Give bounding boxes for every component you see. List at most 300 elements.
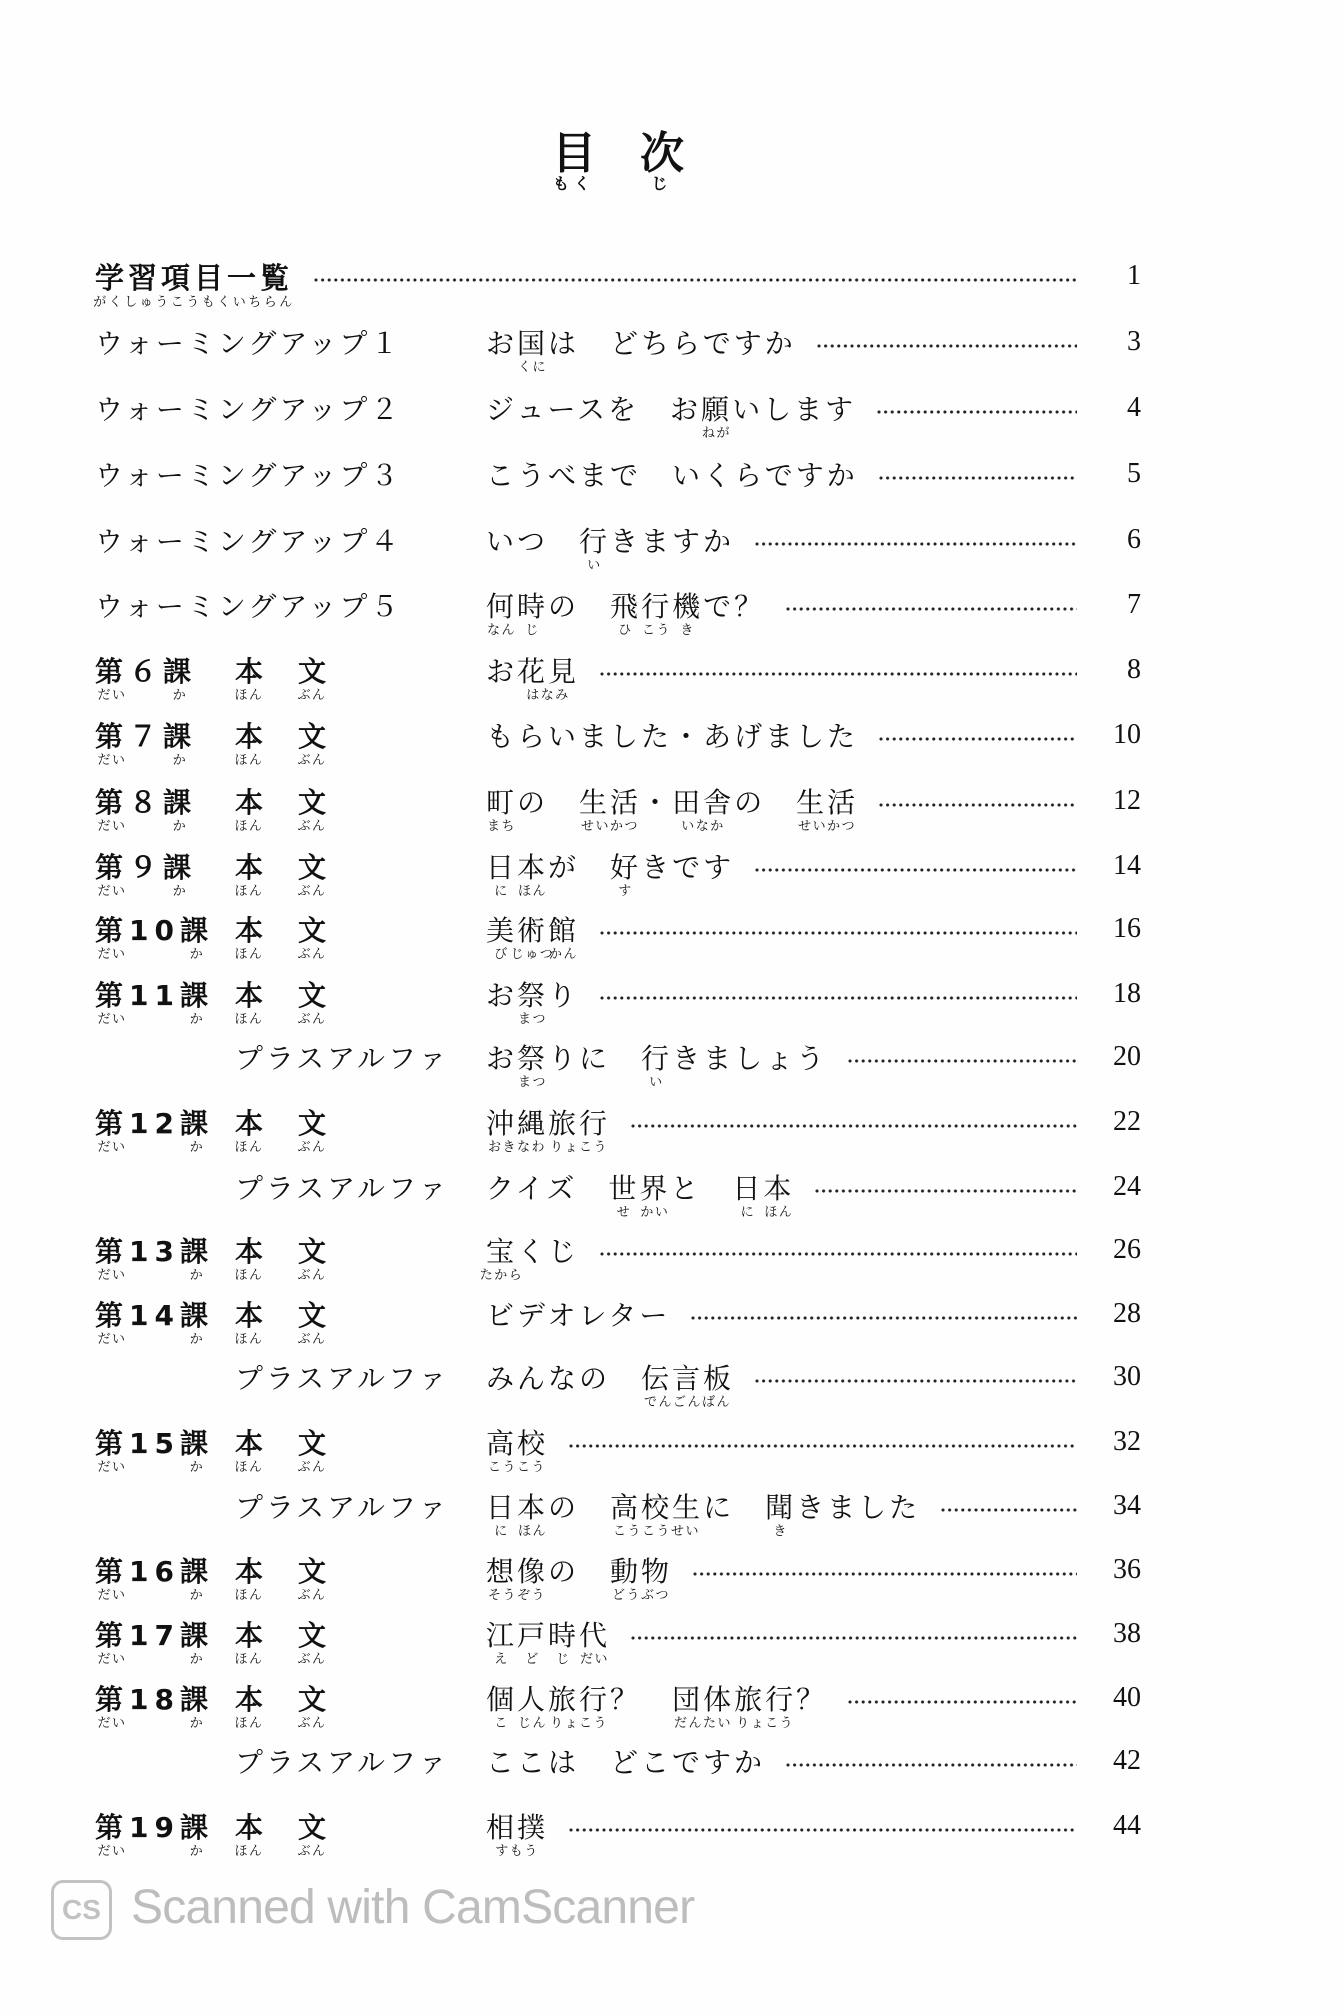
furigana: え (494, 1652, 509, 1667)
toc-row (0, 1682, 1344, 1731)
plus-alpha-label (95, 1362, 486, 1395)
lesson-label (95, 914, 486, 962)
entry-title-segment (486, 1427, 549, 1475)
toc-row (0, 1810, 1344, 1859)
sub-label-text: プラスアルファ (235, 1362, 450, 1395)
furigana: こうこうせい (613, 1524, 701, 1539)
lesson-number-segment (129, 1811, 180, 1844)
furigana: か (189, 1460, 205, 1475)
lesson-number-text: 課 (179, 1555, 214, 1588)
toc-row (0, 392, 1344, 441)
label-text: ウォーミングアップ３ (95, 459, 402, 492)
entry-title-text: きますか (610, 525, 735, 558)
entry-title-text: 旅行 (734, 1683, 797, 1716)
entry-title-text: は どちらですか (548, 327, 796, 360)
entry-title-text: 沖縄 (486, 1107, 549, 1140)
furigana: ぶん (297, 753, 327, 768)
page-number: 38 (1113, 1618, 1141, 1649)
lesson-number-text: 14 (129, 1299, 180, 1332)
entry-title-segment (517, 1042, 549, 1090)
section-label (234, 1299, 264, 1347)
toc-entry-title (486, 1619, 611, 1667)
toc-row (0, 785, 1344, 834)
toc-entry-title (486, 327, 796, 375)
entry-title-text: 国 (517, 327, 549, 360)
lesson-number-segment (95, 1235, 130, 1283)
toc-entry-title (486, 786, 859, 834)
dot-leader (754, 851, 1077, 881)
entry-title-segment (486, 459, 858, 492)
furigana: だい (97, 1652, 127, 1667)
furigana: もく (552, 174, 596, 193)
dot-leader (878, 459, 1077, 489)
dot-leader (690, 1299, 1077, 1329)
sub-label-segment (235, 1172, 449, 1205)
furigana: りょこう (550, 1716, 609, 1731)
furigana: ぶん (297, 1652, 327, 1667)
toc-row (0, 1234, 1344, 1283)
furigana: ぶん (297, 884, 327, 899)
entry-title-segment (703, 1491, 765, 1524)
entry-title-text: 動物 (610, 1555, 673, 1588)
entry-title-segment (639, 1172, 671, 1220)
furigana: ぶん (297, 1844, 327, 1859)
toc-row (0, 719, 1344, 768)
page-number: 24 (1113, 1171, 1141, 1202)
furigana: そうぞう (487, 1588, 547, 1603)
lesson-number-text: 16 (129, 1555, 180, 1588)
entry-title-text: 花見 (517, 655, 580, 688)
page-number: 3 (1127, 326, 1141, 357)
entry-title-text: 飛 (610, 590, 642, 623)
lesson-number-segment (179, 1299, 214, 1347)
section-label-segment (234, 720, 264, 768)
furigana: か (189, 1332, 205, 1347)
entry-title-text: 田舎 (672, 786, 735, 819)
furigana: じ (651, 174, 673, 193)
entry-title-segment (517, 1619, 549, 1667)
entry-title-segment (486, 786, 518, 834)
page-number: 36 (1113, 1554, 1141, 1585)
entry-title-text: クイズ (486, 1172, 609, 1205)
furigana: かい (640, 1205, 670, 1220)
furigana: ほん (234, 1460, 264, 1475)
entry-title-text: 本 (517, 1491, 549, 1524)
furigana: ぶん (297, 1012, 327, 1027)
entry-title-text: ？ (796, 1683, 828, 1716)
lesson-label (95, 1619, 486, 1667)
entry-title-segment (608, 1172, 640, 1220)
toc-row (0, 1298, 1344, 1347)
lesson-number-segment (129, 1555, 180, 1588)
lesson-number-text: 課 (179, 1619, 214, 1652)
furigana: ひ (618, 623, 633, 638)
toc-entry-title (486, 655, 580, 703)
lesson-number-text: 課 (163, 851, 198, 884)
page-number: 26 (1113, 1234, 1141, 1265)
furigana: りょこう (736, 1716, 795, 1731)
dot-leader (878, 786, 1077, 816)
page-number: 18 (1113, 978, 1141, 1009)
section-label-text: 文 (298, 1235, 327, 1268)
toc-row (0, 1106, 1344, 1155)
section-label (297, 1555, 327, 1603)
index-label (93, 261, 295, 310)
page-number: 4 (1127, 392, 1141, 423)
lesson-number-text: 10 (129, 914, 180, 947)
page-number: 22 (1113, 1106, 1141, 1137)
section-label-segment (234, 786, 264, 834)
furigana: りょこう (550, 1140, 609, 1155)
label-text: ウォーミングアップ１ (95, 327, 402, 360)
page-number: 44 (1113, 1810, 1141, 1841)
lesson-number-segment (95, 786, 130, 834)
section-label-segment (297, 1619, 327, 1667)
lesson-number (95, 655, 198, 703)
lesson-number-segment (129, 1427, 180, 1460)
entry-title-text: 個 (486, 1683, 518, 1716)
lesson-number-text: 第 (95, 1683, 130, 1716)
lesson-number-text: 第 (95, 786, 130, 819)
furigana: び (494, 947, 509, 962)
page-number: 10 (1113, 719, 1141, 750)
lesson-label (95, 1811, 486, 1859)
dot-leader (785, 1746, 1077, 1776)
furigana: くに (518, 360, 548, 375)
lesson-number-segment (179, 1235, 214, 1283)
page-number: 1 (1127, 260, 1141, 291)
section-label-text: 文 (298, 851, 327, 884)
sub-label-segment (235, 1491, 449, 1524)
section-label-segment (234, 1811, 264, 1859)
entry-title-segment (796, 1683, 827, 1716)
furigana: ほん (234, 1716, 264, 1731)
lesson-number-segment (179, 914, 214, 962)
entry-title-segment (610, 525, 734, 558)
entry-title-segment (517, 979, 549, 1027)
furigana: じん (518, 1716, 548, 1731)
entry-title-text: 旅行 (548, 1107, 611, 1140)
lesson-number (95, 1107, 214, 1155)
lesson-number-text: 第 (95, 979, 130, 1012)
section-label (234, 979, 264, 1027)
section-label-segment (234, 655, 264, 703)
entry-title-segment (734, 786, 796, 819)
label-text: ウォーミングアップ４ (95, 525, 402, 558)
dot-leader (599, 914, 1077, 944)
toc-row (0, 1554, 1344, 1603)
entry-title-text: いします (732, 393, 857, 426)
entry-title-segment (610, 851, 642, 899)
entry-title-segment (548, 1491, 610, 1524)
entry-title-segment (548, 851, 610, 884)
section-label-text: 本 (235, 914, 264, 947)
furigana: に (740, 1205, 756, 1220)
entry-title-text: 聞 (765, 1491, 797, 1524)
furigana: ほん (234, 1844, 264, 1859)
label-segment (95, 459, 401, 492)
section-label-segment (297, 786, 327, 834)
entry-title-text: 代 (579, 1619, 611, 1652)
sub-label-segment (235, 1362, 449, 1395)
toc-row (0, 589, 1344, 638)
page-number: 42 (1113, 1745, 1141, 1776)
toc-row (0, 458, 1344, 492)
toc-row (0, 1490, 1344, 1539)
sub-label-text: プラスアルファ (235, 1491, 450, 1524)
lesson-number-segment (129, 1683, 180, 1716)
lesson-number-text: 課 (179, 1811, 214, 1844)
section-label (297, 1107, 327, 1155)
section-label (297, 1235, 327, 1283)
entry-title-segment (486, 1299, 670, 1332)
entry-title-text: ここは どこですか (486, 1746, 766, 1779)
lesson-number-segment (95, 720, 130, 768)
dot-leader (814, 1172, 1077, 1202)
entry-title-segment (517, 1683, 549, 1731)
lesson-number-text: 13 (129, 1235, 180, 1268)
entry-title-text: ビデオレター (486, 1299, 671, 1332)
furigana: じゅつ (510, 947, 555, 962)
section-label-text: 文 (298, 720, 327, 753)
dot-leader (599, 1235, 1077, 1265)
section-label-segment (234, 1427, 264, 1475)
entry-title-segment (548, 1107, 611, 1155)
furigana: か (172, 819, 188, 834)
toc-row (0, 654, 1344, 703)
lesson-number-text: 課 (163, 720, 198, 753)
section-label-segment (234, 914, 264, 962)
toc-entry-title (486, 393, 857, 441)
lesson-number-text: 第 (95, 1619, 130, 1652)
entry-title-segment (486, 327, 517, 360)
toc-row (0, 1041, 1344, 1090)
toc-row (0, 260, 1344, 310)
toc-entry-title (486, 1362, 735, 1410)
entry-title-segment (641, 590, 673, 638)
lesson-number-segment (163, 655, 198, 703)
lesson-number-segment (179, 979, 214, 1027)
furigana: だい (97, 819, 127, 834)
section-label (234, 1107, 264, 1155)
lesson-number-text: 課 (179, 914, 214, 947)
entry-title-text: お (486, 979, 518, 1012)
furigana: だい (97, 1460, 127, 1475)
entry-title-segment (641, 1042, 673, 1090)
lesson-label (95, 786, 486, 834)
entry-title-text: 旅行 (548, 1683, 611, 1716)
entry-title-segment (548, 979, 579, 1012)
furigana: き (680, 623, 695, 638)
furigana: ほん (234, 947, 264, 962)
section-label (297, 1299, 327, 1347)
entry-title-text: 機 (672, 590, 704, 623)
section-label (297, 979, 327, 1027)
entry-title-segment (486, 1555, 549, 1603)
lesson-number (95, 1235, 214, 1283)
entry-title-text: 時 (517, 590, 549, 623)
entry-title-segment (732, 1172, 764, 1220)
section-label-text: 本 (235, 1235, 264, 1268)
lesson-number-segment (129, 979, 180, 1012)
lesson-number-text: 第 (95, 1811, 130, 1844)
entry-title-text: お (486, 1042, 518, 1075)
toc-entry-title (486, 1299, 671, 1332)
dot-leader (313, 261, 1077, 291)
entry-title-segment (517, 851, 549, 899)
furigana: ほん (234, 1588, 264, 1603)
section-label (297, 914, 327, 962)
furigana: ほん (234, 1012, 264, 1027)
furigana: か (172, 753, 188, 768)
entry-title-text: 高校生 (610, 1491, 704, 1524)
toc-entry-title (479, 1235, 580, 1283)
section-label-segment (234, 1619, 264, 1667)
lesson-number-segment (179, 1811, 214, 1859)
lesson-number-segment (95, 1107, 130, 1155)
section-label-segment (297, 851, 327, 899)
section-label-segment (234, 851, 264, 899)
section-label-text: 文 (298, 1427, 327, 1460)
sub-label-text: プラスアルファ (235, 1042, 450, 1075)
section-label-segment (297, 1107, 327, 1155)
entry-title-text: ？ (610, 1683, 673, 1716)
entry-title-segment (486, 1107, 549, 1155)
entry-title-segment (486, 851, 518, 899)
section-label (297, 655, 327, 703)
entry-title-text: 江 (486, 1619, 518, 1652)
furigana: ぶん (297, 1268, 327, 1283)
toc-entry-title (486, 914, 580, 962)
entry-title-segment (486, 979, 517, 1012)
toc-entry-title (486, 525, 735, 573)
furigana: すもう (495, 1844, 539, 1859)
lesson-number-segment (163, 720, 198, 768)
entry-title-segment (486, 655, 517, 688)
entry-title-segment (610, 1555, 673, 1603)
section-label-text: 文 (298, 1555, 327, 1588)
entry-title-segment (548, 590, 610, 623)
furigana: ど (525, 1652, 540, 1667)
furigana: だい (97, 1716, 127, 1731)
section-label (234, 786, 264, 834)
entry-title-text: ジュースを お (486, 393, 702, 426)
dot-leader (816, 327, 1077, 357)
section-label (234, 1427, 264, 1475)
entry-title-segment (517, 655, 580, 703)
lesson-number-text: 第 (95, 655, 130, 688)
furigana: だい (97, 1268, 127, 1283)
entry-title-segment (672, 590, 704, 638)
furigana: はなみ (526, 688, 570, 703)
entry-title-text: 伝言板 (641, 1362, 735, 1395)
entry-title-segment (672, 1683, 735, 1731)
plus-alpha-label (95, 1491, 486, 1524)
lesson-number-segment (179, 1107, 214, 1155)
toc-entry-title (486, 1042, 828, 1090)
lesson-number-segment (179, 1619, 214, 1667)
label-segment (95, 327, 401, 360)
page-number: 7 (1127, 589, 1141, 620)
furigana: おきなわ (487, 1140, 547, 1155)
toc-row (0, 326, 1344, 375)
dot-leader (754, 525, 1077, 555)
page-number: 6 (1127, 524, 1141, 555)
page-number: 28 (1113, 1298, 1141, 1329)
section-label-text: 文 (298, 979, 327, 1012)
entry-title-segment (479, 1235, 524, 1283)
entry-title-text: 生活 (579, 786, 642, 819)
section-label-segment (297, 1299, 327, 1347)
lesson-number-segment (95, 979, 130, 1027)
lesson-number (95, 786, 198, 834)
entry-title-text: きましょう (672, 1042, 828, 1075)
lesson-label (95, 1427, 486, 1475)
furigana: す (618, 884, 633, 899)
entry-title-text: くじ (517, 1235, 580, 1268)
dot-leader (785, 590, 1077, 620)
lesson-number (95, 914, 214, 962)
section-label-text: 文 (298, 1107, 327, 1140)
lesson-label (95, 979, 486, 1027)
toc-row (0, 1618, 1344, 1667)
entry-title-segment (641, 786, 672, 819)
label-segment (93, 261, 295, 310)
furigana: だい (97, 1140, 127, 1155)
section-label-segment (297, 720, 327, 768)
section-label (234, 1235, 264, 1283)
lesson-label (95, 1555, 486, 1603)
entry-title-text: 戸 (517, 1619, 549, 1652)
entry-title-text: 行 (641, 1042, 673, 1075)
lesson-number-segment (95, 1427, 130, 1475)
dot-leader (599, 655, 1077, 685)
entry-title-text: に (703, 1491, 766, 1524)
entry-title-segment (510, 914, 555, 962)
section-label (297, 1683, 327, 1731)
section-label (234, 720, 264, 768)
furigana: ほん (234, 884, 264, 899)
section-label-text: 本 (235, 655, 264, 688)
page-title-char: 次 (640, 128, 684, 179)
toc-row (0, 1171, 1344, 1220)
furigana: ぶん (297, 1332, 327, 1347)
lesson-number-segment (179, 1555, 214, 1603)
section-label-segment (234, 979, 264, 1027)
furigana: まち (486, 819, 517, 834)
entry-title-text: お (486, 327, 518, 360)
section-label-segment (234, 1299, 264, 1347)
section-label (234, 655, 264, 703)
furigana: こ (494, 1716, 509, 1731)
entry-title-segment (517, 786, 579, 819)
furigana: だい (97, 753, 127, 768)
lesson-number-text: 第 (95, 1107, 130, 1140)
entry-title-text: が (548, 851, 611, 884)
entry-title-text: 時 (548, 1619, 580, 1652)
lesson-number-text: 18 (129, 1683, 180, 1716)
entry-title-text: の (517, 786, 580, 819)
label-text: 学習項目一覧 (95, 261, 294, 295)
entry-title-text: 宝 (486, 1235, 518, 1268)
page-number: 20 (1113, 1041, 1141, 1072)
section-label-segment (297, 979, 327, 1027)
entry-title-segment (486, 1811, 549, 1859)
furigana: いなか (681, 819, 725, 834)
section-label-text: 本 (235, 1107, 264, 1140)
entry-title-text: 日 (486, 1491, 518, 1524)
lesson-number-text: 第 (95, 1235, 130, 1268)
